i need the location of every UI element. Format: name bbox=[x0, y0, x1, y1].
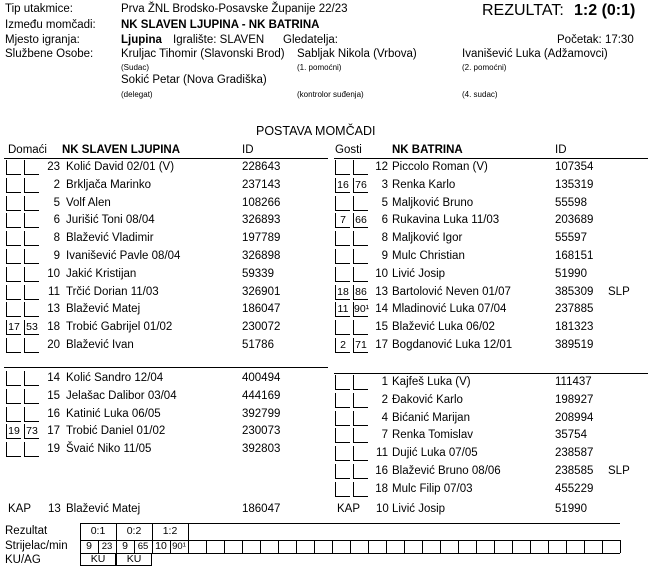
goal-scorer-number: 9 bbox=[86, 540, 92, 552]
away-team-name: NK BATRINA bbox=[392, 144, 463, 156]
player-number: 10 bbox=[47, 267, 60, 280]
goal-score: 0:2 bbox=[126, 525, 142, 537]
assistant1-caption: (1. pomoćni) bbox=[297, 63, 342, 72]
sub-minute-box bbox=[353, 482, 368, 497]
player-number: 23 bbox=[47, 161, 60, 173]
away-subs-rule bbox=[334, 373, 648, 374]
sub-minute-box: 71 bbox=[353, 338, 368, 353]
score-cell-divider bbox=[188, 523, 189, 540]
sub-minute-box bbox=[335, 464, 350, 479]
grid-line bbox=[224, 540, 225, 553]
sub-minute-box: 16 bbox=[335, 178, 350, 193]
player-number: 15 bbox=[47, 389, 60, 402]
grid-line bbox=[314, 540, 315, 553]
sub-minute-box bbox=[6, 371, 21, 386]
player-name: Ivanišević Pavle 08/04 bbox=[66, 250, 181, 262]
player-note: SLP bbox=[608, 285, 630, 298]
goal-minute: 90¹ bbox=[172, 541, 186, 552]
home-id-header: ID bbox=[242, 144, 254, 156]
referee-caption: (Sudac) bbox=[121, 63, 150, 72]
player-id: 230072 bbox=[242, 321, 281, 334]
home-team-name: NK SLAVEN LJUPINA bbox=[62, 144, 180, 156]
player-number: 19 bbox=[47, 443, 60, 456]
player-name: Mulc Christian bbox=[392, 250, 465, 262]
player-number: 2 bbox=[53, 178, 60, 191]
player-number: 9 bbox=[53, 250, 60, 262]
player-name: Trčić Dorian 11/03 bbox=[66, 285, 159, 298]
sub-minute-box: 86 bbox=[353, 285, 368, 300]
sub-minute-box bbox=[6, 213, 21, 228]
player-name: Dujić Luka 07/05 bbox=[392, 447, 478, 460]
sub-minute-box bbox=[335, 249, 350, 264]
grid-line bbox=[548, 540, 549, 553]
away-side-label: Gosti bbox=[335, 144, 362, 156]
player-id: 51990 bbox=[555, 267, 587, 280]
sub-minute-box bbox=[6, 442, 21, 457]
player-id: 238587 bbox=[555, 447, 594, 460]
player-number: 18 bbox=[47, 321, 60, 334]
player-number: 14 bbox=[47, 372, 60, 384]
player-id: 108266 bbox=[242, 196, 281, 209]
sub-minute-box: 76 bbox=[353, 178, 368, 193]
player-name: Kolić Sandro 12/04 bbox=[66, 372, 164, 384]
grid-line bbox=[440, 540, 441, 553]
away-header-rule bbox=[334, 158, 648, 159]
sub-minute-box bbox=[335, 375, 350, 390]
teams-value: NK SLAVEN LJUPINA - NK BATRINA bbox=[121, 19, 320, 31]
player-id: 168151 bbox=[555, 250, 594, 262]
sub-minute-box bbox=[6, 267, 21, 282]
player-id: 392799 bbox=[242, 407, 281, 420]
player-number: 16 bbox=[375, 465, 388, 477]
player-name: Blažević Matej bbox=[66, 303, 141, 316]
sub-minute-box bbox=[353, 411, 368, 426]
away-captain-id: 51990 bbox=[555, 503, 587, 515]
sub-minute-box: 11 bbox=[335, 302, 350, 317]
player-number: 5 bbox=[381, 196, 388, 209]
sub-minute-box bbox=[24, 160, 39, 175]
player-name: Piccolo Roman (V) bbox=[392, 161, 488, 173]
sub-minute-box bbox=[24, 442, 39, 457]
match-type-value: Prva ŽNL Brodsko-Posavske Županije 22/23 bbox=[121, 3, 348, 15]
player-name: Mulc Filip 07/03 bbox=[392, 482, 473, 495]
lineup-title: POSTAVA MOMČADI bbox=[256, 124, 376, 138]
assistant1-name: Sabljak Nikola (Vrbova) bbox=[297, 48, 417, 60]
player-id: 51786 bbox=[242, 339, 274, 351]
player-number: 11 bbox=[376, 447, 388, 460]
grid-line bbox=[584, 540, 585, 553]
player-number: 7 bbox=[381, 429, 388, 442]
player-name: Volf Alen bbox=[66, 196, 111, 209]
kuag-row-label: KU/AG bbox=[5, 554, 41, 566]
sub-minute-box bbox=[24, 249, 39, 264]
player-id: 326893 bbox=[242, 214, 281, 227]
sub-minute-box bbox=[24, 371, 39, 386]
grid-line bbox=[332, 540, 333, 553]
player-number: 15 bbox=[375, 321, 388, 334]
grid-line bbox=[512, 540, 513, 553]
referee-name: Kruljac Tihomir (Slavonski Brod) bbox=[121, 48, 285, 60]
goal-score: 1:2 bbox=[162, 525, 178, 537]
delegate-caption: (delegat) bbox=[121, 90, 153, 99]
player-id: 326898 bbox=[242, 250, 281, 262]
player-id: 197789 bbox=[242, 232, 281, 245]
goal-minute: 65 bbox=[137, 541, 149, 552]
player-name: Blažević Bruno 08/06 bbox=[392, 465, 501, 477]
sub-minute-box bbox=[335, 196, 350, 211]
player-id: 237143 bbox=[242, 178, 281, 191]
sub-minute-box bbox=[6, 231, 21, 246]
grid-line bbox=[404, 540, 405, 553]
grid-line bbox=[296, 540, 297, 553]
player-name: Maljković Igor bbox=[392, 232, 463, 245]
player-name: Bogdanović Luka 12/01 bbox=[392, 339, 513, 351]
sub-minute-box bbox=[24, 338, 39, 353]
player-number: 12 bbox=[375, 161, 388, 173]
home-captain-label: KAP bbox=[8, 503, 32, 515]
player-id: 208994 bbox=[555, 411, 594, 424]
sub-minute-box bbox=[6, 249, 21, 264]
player-number: 13 bbox=[47, 303, 60, 316]
kickoff-time: Početak: 17:30 bbox=[557, 34, 634, 46]
player-number: 6 bbox=[53, 214, 60, 227]
sub-minute-box bbox=[353, 375, 368, 390]
grid-line bbox=[458, 540, 459, 553]
player-number: 6 bbox=[381, 214, 388, 227]
player-id: 228643 bbox=[242, 161, 281, 173]
sub-minute-box bbox=[24, 213, 39, 228]
player-number: 11 bbox=[48, 285, 60, 298]
player-id: 198927 bbox=[555, 393, 594, 406]
score-row-top-rule bbox=[80, 523, 620, 524]
player-id: 203689 bbox=[555, 214, 594, 227]
sub-minute-box bbox=[24, 302, 39, 317]
player-name: Trobić Daniel 01/02 bbox=[66, 425, 166, 438]
player-id: 107354 bbox=[555, 161, 594, 173]
teams-label: Između momčadi: bbox=[5, 19, 96, 31]
sub-minute-box bbox=[24, 285, 39, 300]
player-name: Blažević Vladimir bbox=[66, 232, 154, 245]
grid-line bbox=[260, 540, 261, 553]
player-id: 237885 bbox=[555, 303, 594, 316]
player-note: SLP bbox=[608, 465, 630, 477]
sub-minute-box bbox=[353, 464, 368, 479]
sub-minute-box bbox=[6, 338, 21, 353]
player-id: 455229 bbox=[555, 482, 594, 495]
player-id: 238585 bbox=[555, 465, 594, 477]
score-row-label: Rezultat bbox=[5, 525, 48, 537]
sub-minute-box bbox=[335, 411, 350, 426]
sub-minute-box: 19 bbox=[6, 424, 21, 439]
home-captain-number: 13 bbox=[48, 503, 61, 515]
player-name: Trobić Gabrijel 01/02 bbox=[66, 321, 173, 334]
player-number: 16 bbox=[47, 407, 60, 420]
player-id: 111437 bbox=[555, 376, 592, 388]
player-name: Blažević Luka 06/02 bbox=[392, 321, 495, 334]
player-number: 20 bbox=[47, 339, 60, 351]
player-id: 326901 bbox=[242, 285, 281, 298]
player-name: Bićanić Marijan bbox=[392, 411, 470, 424]
player-id: 389519 bbox=[555, 339, 594, 351]
grid-line bbox=[188, 540, 189, 553]
player-number: 17 bbox=[375, 339, 388, 351]
match-type-label: Tip utakmice: bbox=[5, 3, 73, 15]
pitch-label: Igralište: SLAVEN bbox=[173, 34, 265, 46]
player-number: 18 bbox=[375, 482, 388, 495]
player-name: Kolić David 02/01 (V) bbox=[66, 161, 175, 173]
player-name: Jelašac Dalibor 03/04 bbox=[66, 389, 177, 402]
player-name: Rukavina Luka 11/03 bbox=[392, 214, 500, 227]
player-number: 4 bbox=[381, 411, 388, 424]
away-captain-name: Livić Josip bbox=[392, 503, 446, 515]
sub-minute-box bbox=[24, 407, 39, 422]
away-captain-number: 10 bbox=[376, 503, 389, 515]
grid-line bbox=[422, 540, 423, 553]
venue-label: Mjesto igranja: bbox=[5, 34, 80, 46]
player-name: Brkljača Marinko bbox=[66, 178, 151, 191]
home-captain-id: 186047 bbox=[242, 503, 281, 515]
sub-minute-box bbox=[6, 389, 21, 404]
sub-minute-box bbox=[353, 393, 368, 408]
goal-kuag: KU bbox=[116, 553, 152, 566]
player-name: Renka Karlo bbox=[392, 178, 456, 191]
player-name: Livić Josip bbox=[392, 267, 446, 280]
sub-minute-box bbox=[24, 178, 39, 193]
player-id: 186047 bbox=[242, 303, 281, 316]
sub-minute-box bbox=[6, 178, 21, 193]
grid-line bbox=[242, 540, 243, 553]
sub-minute-box: 7 bbox=[335, 213, 350, 228]
sub-minute-box bbox=[24, 196, 39, 211]
spectators-label: Gledatelja: bbox=[283, 34, 338, 46]
sub-minute-box bbox=[6, 407, 21, 422]
player-number: 8 bbox=[381, 232, 388, 245]
player-name: Đaković Karlo bbox=[392, 393, 463, 406]
home-subs-rule bbox=[4, 367, 328, 368]
sub-minute-box bbox=[24, 389, 39, 404]
sub-minute-box bbox=[353, 446, 368, 461]
home-captain-name: Blažević Matej bbox=[66, 503, 141, 515]
player-number: 14 bbox=[375, 303, 388, 316]
player-id: 55598 bbox=[555, 196, 587, 209]
player-name: Jakić Kristijan bbox=[66, 267, 137, 280]
sub-minute-box bbox=[335, 160, 350, 175]
sub-minute-box bbox=[24, 231, 39, 246]
fourth-official-caption: (4. sudac) bbox=[462, 90, 498, 99]
player-id: 181323 bbox=[555, 321, 594, 334]
player-number: 17 bbox=[47, 425, 60, 438]
player-name: Renka Tomislav bbox=[392, 429, 473, 442]
away-captain-label: KAP bbox=[337, 503, 361, 515]
scorer-row-label: Strijelac/min bbox=[5, 540, 68, 552]
player-name: Mladinović Luka 07/04 bbox=[392, 303, 507, 316]
sub-minute-box bbox=[335, 446, 350, 461]
grid-line bbox=[386, 540, 387, 553]
grid-line bbox=[530, 540, 531, 553]
grid-line bbox=[602, 540, 603, 553]
home-header-rule bbox=[4, 158, 328, 159]
sub-minute-box bbox=[335, 428, 350, 443]
player-number: 8 bbox=[53, 232, 60, 245]
result-label: REZULTAT: bbox=[482, 2, 564, 19]
goal-kuag: KU bbox=[80, 553, 116, 566]
sub-minute-box bbox=[335, 320, 350, 335]
player-id: 230073 bbox=[242, 425, 281, 438]
grid-line bbox=[350, 540, 351, 553]
sub-minute-box bbox=[6, 160, 21, 175]
away-id-header: ID bbox=[555, 144, 567, 156]
sub-minute-box bbox=[6, 196, 21, 211]
grid-rule bbox=[80, 553, 620, 554]
grid-line bbox=[620, 540, 621, 553]
sub-minute-box bbox=[353, 320, 368, 335]
player-name: Bartolović Neven 01/07 bbox=[392, 285, 511, 298]
supervisor-caption: (kontrolor suđenja) bbox=[297, 90, 364, 99]
player-name: Katinić Luka 06/05 bbox=[66, 407, 161, 420]
player-name: Kajfeš Luka (V) bbox=[392, 376, 471, 388]
grid-line bbox=[278, 540, 279, 553]
venue-value: Ljupina bbox=[121, 34, 162, 46]
sub-minute-box: 17 bbox=[6, 320, 21, 335]
result-value: 1:2 (0:1) bbox=[574, 2, 636, 19]
player-name: Jurišić Toni 08/04 bbox=[66, 214, 155, 227]
sub-minute-box bbox=[353, 196, 368, 211]
player-name: Švaić Niko 11/05 bbox=[66, 443, 152, 456]
sub-minute-box: 90¹ bbox=[354, 303, 370, 316]
player-number: 2 bbox=[381, 393, 388, 406]
sub-minute-box bbox=[335, 267, 350, 282]
player-id: 59339 bbox=[242, 267, 274, 280]
goal-scorer-number: 9 bbox=[122, 540, 128, 552]
officials-label: Službene Osobe: bbox=[5, 48, 94, 60]
sub-minute-box bbox=[353, 249, 368, 264]
player-number: 10 bbox=[375, 267, 388, 280]
player-name: Maljković Bruno bbox=[392, 196, 474, 209]
sub-minute-box bbox=[24, 267, 39, 282]
sub-minute-box bbox=[6, 285, 21, 300]
player-id: 35754 bbox=[555, 429, 587, 442]
sub-minute-box: 73 bbox=[24, 424, 39, 439]
grid-line bbox=[566, 540, 567, 553]
goal-scorer-number: 10 bbox=[155, 540, 167, 552]
grid-line bbox=[476, 540, 477, 553]
sub-minute-box bbox=[353, 160, 368, 175]
sub-minute-box: 53 bbox=[24, 320, 39, 335]
sub-minute-box bbox=[353, 231, 368, 246]
player-id: 385309 bbox=[555, 285, 594, 298]
sub-minute-box bbox=[353, 267, 368, 282]
player-number: 1 bbox=[381, 376, 388, 388]
assistant2-caption: (2. pomoćni) bbox=[462, 63, 507, 72]
player-id: 444169 bbox=[242, 389, 281, 402]
grid-line bbox=[368, 540, 369, 553]
grid-line bbox=[206, 540, 207, 553]
sub-minute-box bbox=[353, 428, 368, 443]
player-id: 55597 bbox=[555, 232, 587, 245]
sub-minute-box bbox=[335, 482, 350, 497]
player-number: 9 bbox=[381, 250, 388, 262]
player-number: 5 bbox=[53, 196, 60, 209]
player-number: 13 bbox=[375, 285, 388, 298]
delegate-name: Sokić Petar (Nova Gradiška) bbox=[121, 74, 267, 86]
grid-line bbox=[494, 540, 495, 553]
sub-minute-box: 66 bbox=[353, 213, 368, 228]
goal-score: 0:1 bbox=[90, 525, 106, 537]
player-number: 3 bbox=[381, 178, 388, 191]
assistant2-name: Ivanišević Luka (Adžamovci) bbox=[462, 48, 608, 60]
player-name: Blažević Ivan bbox=[66, 339, 134, 351]
player-id: 400494 bbox=[242, 372, 281, 384]
sub-minute-box: 18 bbox=[335, 285, 350, 300]
sub-minute-box bbox=[335, 393, 350, 408]
sub-minute-box bbox=[6, 302, 21, 317]
player-id: 392803 bbox=[242, 443, 281, 456]
goal-minute: 23 bbox=[101, 541, 113, 552]
player-id: 135319 bbox=[555, 178, 594, 191]
home-side-label: Domaći bbox=[8, 144, 47, 156]
sub-minute-box bbox=[335, 231, 350, 246]
sub-minute-box: 2 bbox=[335, 338, 350, 353]
